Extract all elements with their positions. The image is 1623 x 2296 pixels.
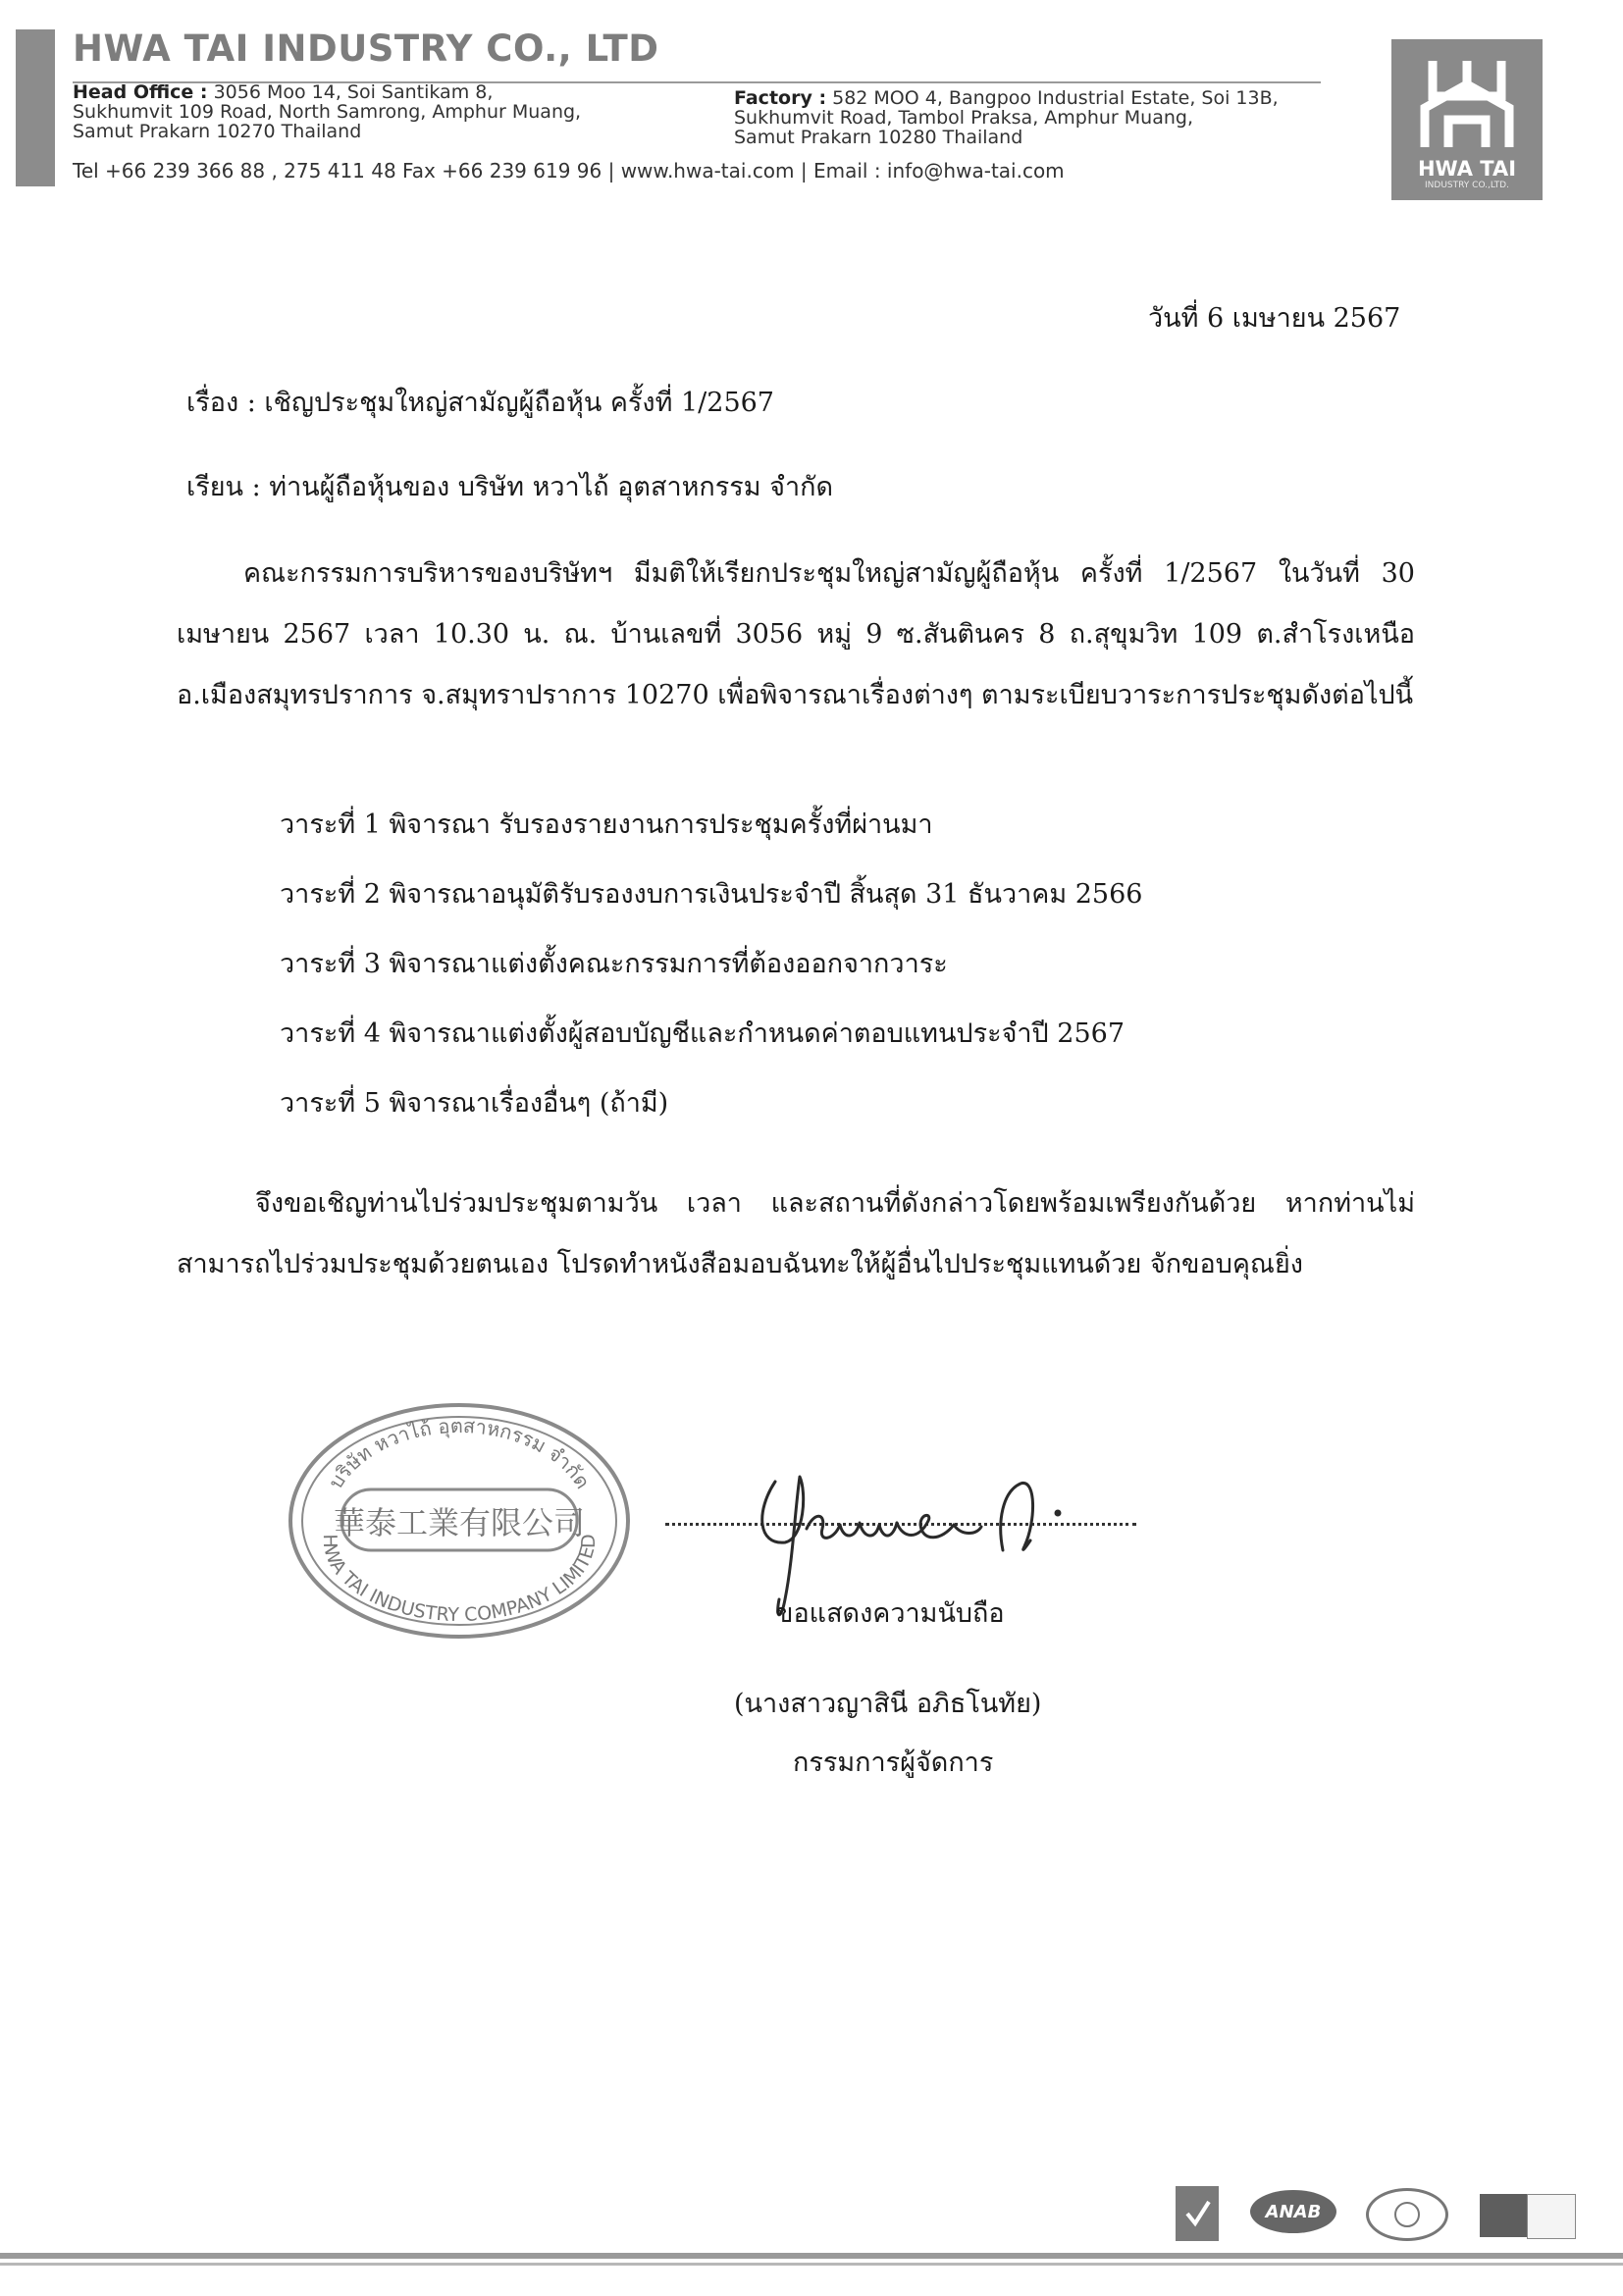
- stamp-bottom-text: HWA TAI INDUSTRY COMPANY LIMITED: [318, 1534, 601, 1627]
- signer-name: (นางสาวญาสินี อภิธโนทัย): [734, 1689, 1042, 1719]
- head-office-line3: Samut Prakarn 10270 Thailand: [73, 121, 362, 142]
- closing-regards: ขอแสดงความนับถือ: [775, 1598, 1005, 1629]
- intro-paragraph: คณะกรรมการบริหารของบริษัทฯ มีมติให้เรียกประชุมใหญ่สามัญผู้ถือหุ้น ครั้งที่ 1/2567 ในวันที่ 30 เมษายน 2567 เวลา 10.30 น. ณ. บ้านเลขที่ 3056 หมู่ 9 ซ.สันตินคร 8 ถ.สุขุมวิท 109 ต.สำโรงเหนือ อ.เมืองสมุทรปราการ จ.สมุทราปราการ 10270 เพื่อพิจารณาเรื่องต่างๆ ตามระเบียบวาระการประชุมดังต่อไปนี้: [177, 558, 1415, 710]
- check-mark-icon: [1176, 2186, 1219, 2241]
- letter-subject: เรื่อง : เชิญประชุมใหญ่สามัญผู้ถือหุ้น ครั้งที่ 1/2567: [186, 388, 774, 418]
- factory-line1: 582 MOO 4, Bangpoo Industrial Estate, Soi 13B,: [832, 87, 1279, 109]
- certification-badge-4: [1480, 2194, 1527, 2237]
- stamp-center-text: 華泰工業有限公司: [333, 1504, 586, 1541]
- anab-label: ANAB: [1265, 2201, 1322, 2222]
- factory-label: Factory :: [734, 87, 827, 109]
- agenda-item: วาระที่ 4 พิจารณาแต่งตั้งผู้สอบบัญชีและกำหนดค่าตอบแทนประจำปี 2567: [280, 1018, 1125, 1049]
- head-office-address: [73, 82, 701, 141]
- anab-badge: [1250, 2190, 1336, 2233]
- signer-title: กรรมการผู้จัดการ: [793, 1748, 994, 1778]
- letter-salutation: เรียน : ท่านผู้ถือหุ้นของ บริษัท หวาไถ้ อุตสาหกรรม จำกัด: [186, 472, 833, 502]
- agenda-item: วาระที่ 1 พิจารณา รับรองรายงานการประชุมครั้งที่ผ่านมา: [280, 809, 933, 840]
- factory-address: [734, 88, 1342, 147]
- logo-text: HWA TAI: [1417, 157, 1517, 181]
- certification-badge-3: [1366, 2188, 1448, 2241]
- agenda-item: วาระที่ 2 พิจารณาอนุมัติรับรองงบการเงินประจำปี สิ้นสุด 31 ธันวาคม 2566: [280, 879, 1143, 910]
- letterhead-accent-bar: [16, 29, 55, 186]
- certification-seal-icon: [1369, 2191, 1445, 2238]
- contact-line: Tel +66 239 366 88 , 275 411 48 Fax +66 239 619 96 | www.hwa-tai.com | Email : info@hwa-tai.com: [73, 159, 1065, 183]
- factory-line2: Sukhumvit Road, Tambol Praksa, Amphur Muang,: [734, 107, 1194, 129]
- company-seal-stamp: [273, 1393, 646, 1648]
- company-name: HWA TAI INDUSTRY CO., LTD: [73, 27, 659, 70]
- stamp-top-text: บริษัท หวาไถ้ อุตสาหกรรม จำกัด: [323, 1413, 596, 1493]
- head-office-label: Head Office :: [73, 81, 208, 103]
- logo-subtext: INDUSTRY CO.,LTD.: [1425, 181, 1509, 190]
- footer-rule: [0, 2253, 1623, 2259]
- letter-date: วันที่ 6 เมษายน 2567: [1148, 303, 1401, 334]
- factory-line3: Samut Prakarn 10280 Thailand: [734, 127, 1023, 148]
- certification-badge-1: [1176, 2186, 1219, 2241]
- certification-badge-5: [1527, 2194, 1576, 2239]
- footer-rule-thin: [0, 2263, 1623, 2266]
- head-office-line2: Sukhumvit 109 Road, North Samrong, Amphur Muang,: [73, 101, 582, 123]
- closing-paragraph: จึงขอเชิญท่านไปร่วมประชุมตามวัน เวลา และสถานที่ดังกล่าวโดยพร้อมเพรียงกันด้วย หากท่านไม่สามารถไปร่วมประชุมด้วยตนเอง โปรดทำหนังสือมอบฉันทะให้ผู้อื่นไปประชุมแทนด้วย จักขอบคุณยิ่ง: [177, 1188, 1415, 1279]
- head-office-line1: 3056 Moo 14, Soi Santikam 8,: [213, 81, 494, 103]
- agenda-item: วาระที่ 3 พิจารณาแต่งตั้งคณะกรรมการที่ต้องออกจากวาระ: [280, 949, 948, 979]
- agenda-list: [280, 803, 1142, 1151]
- agenda-item: วาระที่ 5 พิจารณาเรื่องอื่นๆ (ถ้ามี): [280, 1088, 669, 1119]
